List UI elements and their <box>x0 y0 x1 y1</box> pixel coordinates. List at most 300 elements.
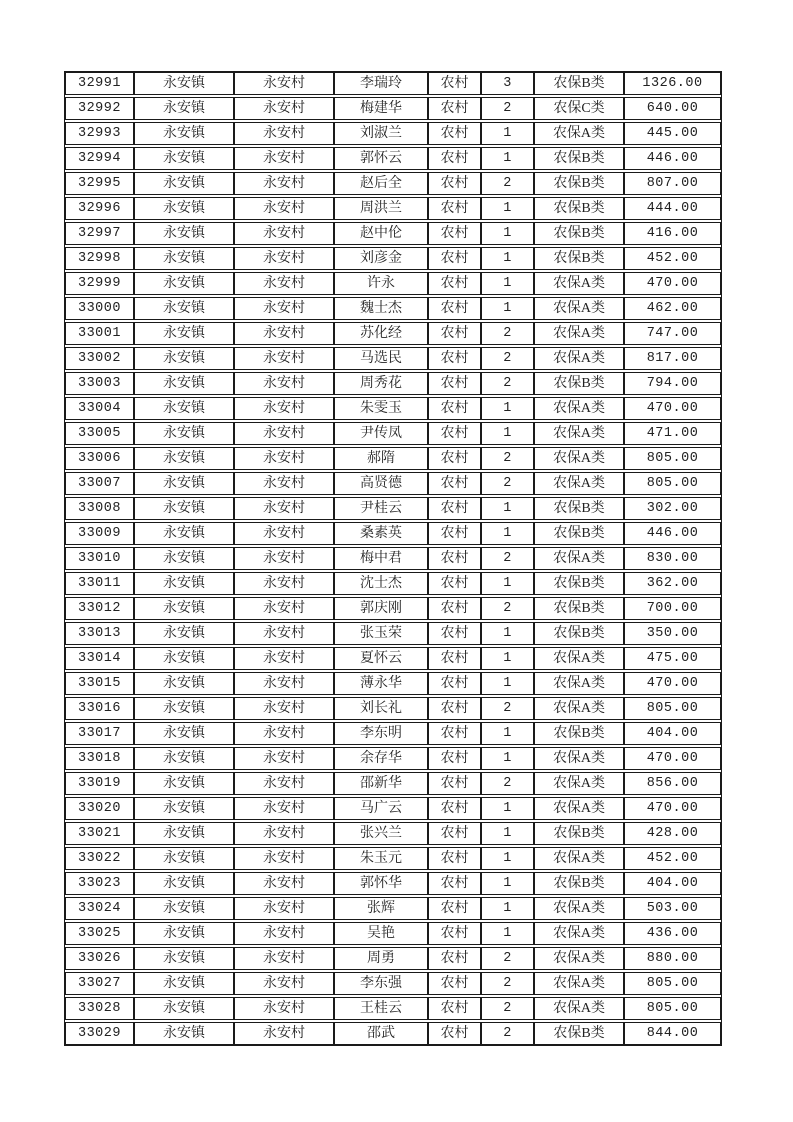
cell-person-name: 周洪兰 <box>334 197 428 220</box>
cell-person-count: 1 <box>481 272 534 295</box>
table-row <box>65 722 721 745</box>
cell-person-count: 1 <box>481 722 534 745</box>
cell-town: 永安镇 <box>134 522 234 545</box>
cell-village: 永安村 <box>234 422 334 445</box>
cell-amount: 362.00 <box>624 572 721 595</box>
cell-record-id: 33007 <box>65 472 134 495</box>
cell-insurance-category: 农保B类 <box>534 622 624 645</box>
cell-insurance-category: 农保A类 <box>534 847 624 870</box>
cell-village: 永安村 <box>234 97 334 120</box>
cell-village: 永安村 <box>234 697 334 720</box>
cell-household-type: 农村 <box>428 647 481 670</box>
cell-household-type: 农村 <box>428 172 481 195</box>
table-row <box>65 847 721 870</box>
table-row <box>65 1022 721 1045</box>
cell-person-count: 3 <box>481 72 534 95</box>
cell-insurance-category: 农保A类 <box>534 547 624 570</box>
cell-record-id: 33025 <box>65 922 134 945</box>
cell-village: 永安村 <box>234 172 334 195</box>
cell-person-count: 2 <box>481 447 534 470</box>
cell-record-id: 33017 <box>65 722 134 745</box>
cell-amount: 428.00 <box>624 822 721 845</box>
cell-household-type: 农村 <box>428 372 481 395</box>
cell-person-name: 邵新华 <box>334 772 428 795</box>
cell-village: 永安村 <box>234 797 334 820</box>
cell-village: 永安村 <box>234 147 334 170</box>
cell-record-id: 33000 <box>65 297 134 320</box>
cell-amount: 470.00 <box>624 272 721 295</box>
cell-town: 永安镇 <box>134 272 234 295</box>
cell-insurance-category: 农保A类 <box>534 347 624 370</box>
table-row <box>65 947 721 970</box>
cell-record-id: 32991 <box>65 72 134 95</box>
cell-town: 永安镇 <box>134 772 234 795</box>
cell-person-name: 梅建华 <box>334 97 428 120</box>
cell-insurance-category: 农保A类 <box>534 447 624 470</box>
table-row <box>65 347 721 370</box>
cell-town: 永安镇 <box>134 422 234 445</box>
cell-amount: 471.00 <box>624 422 721 445</box>
cell-amount: 350.00 <box>624 622 721 645</box>
cell-household-type: 农村 <box>428 797 481 820</box>
cell-village: 永安村 <box>234 897 334 920</box>
cell-amount: 844.00 <box>624 1022 721 1045</box>
cell-amount: 805.00 <box>624 447 721 470</box>
cell-record-id: 33012 <box>65 597 134 620</box>
cell-town: 永安镇 <box>134 622 234 645</box>
cell-person-name: 朱玉元 <box>334 847 428 870</box>
cell-insurance-category: 农保C类 <box>534 97 624 120</box>
cell-amount: 452.00 <box>624 847 721 870</box>
cell-town: 永安镇 <box>134 722 234 745</box>
cell-insurance-category: 农保A类 <box>534 747 624 770</box>
cell-household-type: 农村 <box>428 697 481 720</box>
cell-household-type: 农村 <box>428 722 481 745</box>
cell-insurance-category: 农保B类 <box>534 572 624 595</box>
cell-village: 永安村 <box>234 772 334 795</box>
cell-record-id: 33001 <box>65 322 134 345</box>
table-row <box>65 647 721 670</box>
cell-village: 永安村 <box>234 622 334 645</box>
cell-person-name: 尹传凤 <box>334 422 428 445</box>
cell-village: 永安村 <box>234 672 334 695</box>
table-row <box>65 247 721 270</box>
table-row <box>65 547 721 570</box>
cell-household-type: 农村 <box>428 447 481 470</box>
cell-insurance-category: 农保B类 <box>534 372 624 395</box>
cell-insurance-category: 农保B类 <box>534 497 624 520</box>
table-row <box>65 472 721 495</box>
cell-amount: 470.00 <box>624 797 721 820</box>
cell-household-type: 农村 <box>428 297 481 320</box>
cell-amount: 444.00 <box>624 197 721 220</box>
cell-household-type: 农村 <box>428 572 481 595</box>
cell-person-count: 1 <box>481 672 534 695</box>
cell-town: 永安镇 <box>134 197 234 220</box>
cell-household-type: 农村 <box>428 522 481 545</box>
cell-person-count: 1 <box>481 297 534 320</box>
cell-town: 永安镇 <box>134 222 234 245</box>
table-row <box>65 772 721 795</box>
cell-insurance-category: 农保B类 <box>534 1022 624 1045</box>
cell-town: 永安镇 <box>134 972 234 995</box>
cell-household-type: 农村 <box>428 272 481 295</box>
cell-amount: 805.00 <box>624 697 721 720</box>
cell-person-name: 尹桂云 <box>334 497 428 520</box>
table-row <box>65 72 721 95</box>
cell-village: 永安村 <box>234 822 334 845</box>
cell-town: 永安镇 <box>134 547 234 570</box>
cell-insurance-category: 农保A类 <box>534 922 624 945</box>
cell-village: 永安村 <box>234 297 334 320</box>
table-row <box>65 872 721 895</box>
cell-record-id: 33021 <box>65 822 134 845</box>
table-row <box>65 447 721 470</box>
cell-person-count: 1 <box>481 422 534 445</box>
table-row <box>65 147 721 170</box>
cell-person-count: 1 <box>481 922 534 945</box>
cell-person-name: 张玉荣 <box>334 622 428 645</box>
cell-household-type: 农村 <box>428 847 481 870</box>
table-row <box>65 797 721 820</box>
cell-town: 永安镇 <box>134 847 234 870</box>
cell-person-name: 夏怀云 <box>334 647 428 670</box>
cell-record-id: 33015 <box>65 672 134 695</box>
cell-person-name: 郝隋 <box>334 447 428 470</box>
cell-village: 永安村 <box>234 647 334 670</box>
cell-village: 永安村 <box>234 472 334 495</box>
cell-household-type: 农村 <box>428 922 481 945</box>
cell-person-name: 李瑞玲 <box>334 72 428 95</box>
cell-amount: 446.00 <box>624 147 721 170</box>
cell-record-id: 33024 <box>65 897 134 920</box>
cell-record-id: 32998 <box>65 247 134 270</box>
cell-person-count: 2 <box>481 1022 534 1045</box>
cell-person-name: 梅中君 <box>334 547 428 570</box>
cell-village: 永安村 <box>234 247 334 270</box>
cell-amount: 470.00 <box>624 397 721 420</box>
cell-record-id: 32993 <box>65 122 134 145</box>
cell-insurance-category: 农保A类 <box>534 297 624 320</box>
cell-insurance-category: 农保B类 <box>534 522 624 545</box>
cell-household-type: 农村 <box>428 222 481 245</box>
table-row <box>65 422 721 445</box>
cell-person-count: 2 <box>481 772 534 795</box>
table-row <box>65 372 721 395</box>
table-row <box>65 222 721 245</box>
cell-person-count: 1 <box>481 822 534 845</box>
cell-amount: 856.00 <box>624 772 721 795</box>
cell-person-count: 2 <box>481 947 534 970</box>
cell-person-name: 王桂云 <box>334 997 428 1020</box>
cell-town: 永安镇 <box>134 922 234 945</box>
cell-record-id: 33014 <box>65 647 134 670</box>
cell-person-name: 马选民 <box>334 347 428 370</box>
cell-insurance-category: 农保A类 <box>534 647 624 670</box>
cell-household-type: 农村 <box>428 247 481 270</box>
cell-person-count: 2 <box>481 97 534 120</box>
cell-person-name: 赵中伦 <box>334 222 428 245</box>
cell-person-name: 许永 <box>334 272 428 295</box>
cell-town: 永安镇 <box>134 597 234 620</box>
cell-town: 永安镇 <box>134 747 234 770</box>
cell-insurance-category: 农保A类 <box>534 797 624 820</box>
cell-town: 永安镇 <box>134 647 234 670</box>
table-row <box>65 747 721 770</box>
cell-amount: 302.00 <box>624 497 721 520</box>
cell-record-id: 33009 <box>65 522 134 545</box>
cell-person-count: 2 <box>481 697 534 720</box>
cell-town: 永安镇 <box>134 347 234 370</box>
cell-village: 永安村 <box>234 597 334 620</box>
cell-household-type: 农村 <box>428 822 481 845</box>
cell-household-type: 农村 <box>428 347 481 370</box>
cell-person-count: 1 <box>481 197 534 220</box>
table-row <box>65 997 721 1020</box>
table-row <box>65 197 721 220</box>
cell-person-name: 邵武 <box>334 1022 428 1045</box>
cell-person-name: 高贤德 <box>334 472 428 495</box>
cell-insurance-category: 农保A类 <box>534 672 624 695</box>
cell-record-id: 33010 <box>65 547 134 570</box>
cell-person-name: 郭庆刚 <box>334 597 428 620</box>
cell-person-name: 桑素英 <box>334 522 428 545</box>
table-row <box>65 297 721 320</box>
table-row <box>65 822 721 845</box>
table-row <box>65 972 721 995</box>
cell-person-count: 1 <box>481 797 534 820</box>
cell-household-type: 农村 <box>428 72 481 95</box>
cell-record-id: 33027 <box>65 972 134 995</box>
cell-person-count: 1 <box>481 497 534 520</box>
cell-town: 永安镇 <box>134 1022 234 1045</box>
table-row <box>65 172 721 195</box>
cell-insurance-category: 农保B类 <box>534 247 624 270</box>
cell-record-id: 33004 <box>65 397 134 420</box>
cell-amount: 404.00 <box>624 722 721 745</box>
cell-record-id: 32994 <box>65 147 134 170</box>
table-row <box>65 322 721 345</box>
cell-household-type: 农村 <box>428 497 481 520</box>
cell-amount: 817.00 <box>624 347 721 370</box>
cell-record-id: 33022 <box>65 847 134 870</box>
cell-village: 永安村 <box>234 997 334 1020</box>
cell-amount: 640.00 <box>624 97 721 120</box>
cell-insurance-category: 农保A类 <box>534 947 624 970</box>
cell-record-id: 32997 <box>65 222 134 245</box>
cell-household-type: 农村 <box>428 122 481 145</box>
cell-insurance-category: 农保B类 <box>534 222 624 245</box>
cell-town: 永安镇 <box>134 472 234 495</box>
cell-amount: 747.00 <box>624 322 721 345</box>
cell-record-id: 33018 <box>65 747 134 770</box>
cell-record-id: 33013 <box>65 622 134 645</box>
cell-insurance-category: 农保A类 <box>534 122 624 145</box>
cell-household-type: 农村 <box>428 147 481 170</box>
cell-amount: 470.00 <box>624 747 721 770</box>
cell-insurance-category: 农保B类 <box>534 72 624 95</box>
cell-record-id: 33005 <box>65 422 134 445</box>
cell-town: 永安镇 <box>134 997 234 1020</box>
cell-town: 永安镇 <box>134 797 234 820</box>
cell-town: 永安镇 <box>134 97 234 120</box>
table-row <box>65 522 721 545</box>
cell-household-type: 农村 <box>428 622 481 645</box>
table-row <box>65 572 721 595</box>
cell-town: 永安镇 <box>134 447 234 470</box>
cell-town: 永安镇 <box>134 172 234 195</box>
cell-village: 永安村 <box>234 872 334 895</box>
cell-insurance-category: 农保A类 <box>534 897 624 920</box>
cell-household-type: 农村 <box>428 547 481 570</box>
cell-amount: 805.00 <box>624 972 721 995</box>
cell-insurance-category: 农保A类 <box>534 697 624 720</box>
cell-amount: 436.00 <box>624 922 721 945</box>
cell-town: 永安镇 <box>134 122 234 145</box>
cell-town: 永安镇 <box>134 822 234 845</box>
table-row <box>65 622 721 645</box>
cell-village: 永安村 <box>234 222 334 245</box>
cell-village: 永安村 <box>234 747 334 770</box>
cell-amount: 805.00 <box>624 472 721 495</box>
cell-record-id: 33026 <box>65 947 134 970</box>
cell-record-id: 33008 <box>65 497 134 520</box>
cell-household-type: 农村 <box>428 972 481 995</box>
cell-amount: 446.00 <box>624 522 721 545</box>
cell-town: 永安镇 <box>134 872 234 895</box>
cell-insurance-category: 农保A类 <box>534 397 624 420</box>
cell-person-count: 2 <box>481 972 534 995</box>
cell-record-id: 32995 <box>65 172 134 195</box>
cell-village: 永安村 <box>234 547 334 570</box>
cell-record-id: 33020 <box>65 797 134 820</box>
cell-person-name: 张辉 <box>334 897 428 920</box>
cell-village: 永安村 <box>234 372 334 395</box>
cell-amount: 503.00 <box>624 897 721 920</box>
cell-amount: 462.00 <box>624 297 721 320</box>
cell-person-name: 苏化经 <box>334 322 428 345</box>
cell-person-name: 李东明 <box>334 722 428 745</box>
cell-amount: 445.00 <box>624 122 721 145</box>
cell-person-count: 1 <box>481 647 534 670</box>
cell-insurance-category: 农保A类 <box>534 972 624 995</box>
cell-person-count: 2 <box>481 347 534 370</box>
cell-household-type: 农村 <box>428 947 481 970</box>
cell-person-count: 1 <box>481 522 534 545</box>
cell-insurance-category: 农保B类 <box>534 872 624 895</box>
cell-record-id: 32999 <box>65 272 134 295</box>
cell-town: 永安镇 <box>134 497 234 520</box>
cell-town: 永安镇 <box>134 572 234 595</box>
cell-insurance-category: 农保B类 <box>534 197 624 220</box>
cell-person-name: 李东强 <box>334 972 428 995</box>
cell-amount: 880.00 <box>624 947 721 970</box>
cell-household-type: 农村 <box>428 472 481 495</box>
cell-person-count: 2 <box>481 547 534 570</box>
cell-person-count: 1 <box>481 622 534 645</box>
cell-person-name: 周勇 <box>334 947 428 970</box>
cell-village: 永安村 <box>234 397 334 420</box>
cell-household-type: 农村 <box>428 597 481 620</box>
table-row <box>65 497 721 520</box>
cell-village: 永安村 <box>234 722 334 745</box>
cell-village: 永安村 <box>234 272 334 295</box>
cell-insurance-category: 农保A类 <box>534 472 624 495</box>
cell-household-type: 农村 <box>428 897 481 920</box>
cell-town: 永安镇 <box>134 397 234 420</box>
cell-insurance-category: 农保B类 <box>534 147 624 170</box>
cell-village: 永安村 <box>234 72 334 95</box>
cell-person-count: 1 <box>481 897 534 920</box>
cell-record-id: 33028 <box>65 997 134 1020</box>
cell-person-count: 2 <box>481 172 534 195</box>
cell-insurance-category: 农保B类 <box>534 172 624 195</box>
cell-person-name: 郭怀云 <box>334 147 428 170</box>
cell-insurance-category: 农保A类 <box>534 322 624 345</box>
cell-amount: 1326.00 <box>624 72 721 95</box>
cell-person-name: 朱雯玉 <box>334 397 428 420</box>
cell-amount: 807.00 <box>624 172 721 195</box>
cell-person-name: 沈士杰 <box>334 572 428 595</box>
cell-person-count: 2 <box>481 997 534 1020</box>
cell-household-type: 农村 <box>428 422 481 445</box>
table-row <box>65 97 721 120</box>
cell-record-id: 33006 <box>65 447 134 470</box>
cell-person-count: 1 <box>481 247 534 270</box>
cell-village: 永安村 <box>234 572 334 595</box>
cell-household-type: 农村 <box>428 1022 481 1045</box>
cell-amount: 794.00 <box>624 372 721 395</box>
cell-household-type: 农村 <box>428 772 481 795</box>
cell-household-type: 农村 <box>428 872 481 895</box>
cell-household-type: 农村 <box>428 97 481 120</box>
cell-record-id: 33023 <box>65 872 134 895</box>
cell-record-id: 33029 <box>65 1022 134 1045</box>
cell-person-name: 周秀花 <box>334 372 428 395</box>
cell-amount: 452.00 <box>624 247 721 270</box>
table-row <box>65 122 721 145</box>
cell-person-count: 2 <box>481 597 534 620</box>
table-row <box>65 697 721 720</box>
cell-village: 永安村 <box>234 972 334 995</box>
cell-insurance-category: 农保B类 <box>534 722 624 745</box>
cell-person-count: 2 <box>481 372 534 395</box>
cell-record-id: 32996 <box>65 197 134 220</box>
cell-town: 永安镇 <box>134 72 234 95</box>
cell-village: 永安村 <box>234 922 334 945</box>
table-row <box>65 672 721 695</box>
cell-record-id: 33003 <box>65 372 134 395</box>
cell-village: 永安村 <box>234 847 334 870</box>
cell-village: 永安村 <box>234 197 334 220</box>
cell-amount: 470.00 <box>624 672 721 695</box>
cell-town: 永安镇 <box>134 672 234 695</box>
cell-insurance-category: 农保A类 <box>534 772 624 795</box>
cell-person-count: 1 <box>481 747 534 770</box>
cell-town: 永安镇 <box>134 297 234 320</box>
cell-household-type: 农村 <box>428 197 481 220</box>
cell-person-name: 余存华 <box>334 747 428 770</box>
cell-person-count: 1 <box>481 397 534 420</box>
cell-amount: 700.00 <box>624 597 721 620</box>
cell-village: 永安村 <box>234 447 334 470</box>
cell-record-id: 33016 <box>65 697 134 720</box>
cell-person-count: 1 <box>481 572 534 595</box>
table-row <box>65 272 721 295</box>
cell-person-count: 1 <box>481 847 534 870</box>
cell-amount: 416.00 <box>624 222 721 245</box>
cell-person-name: 刘彦金 <box>334 247 428 270</box>
